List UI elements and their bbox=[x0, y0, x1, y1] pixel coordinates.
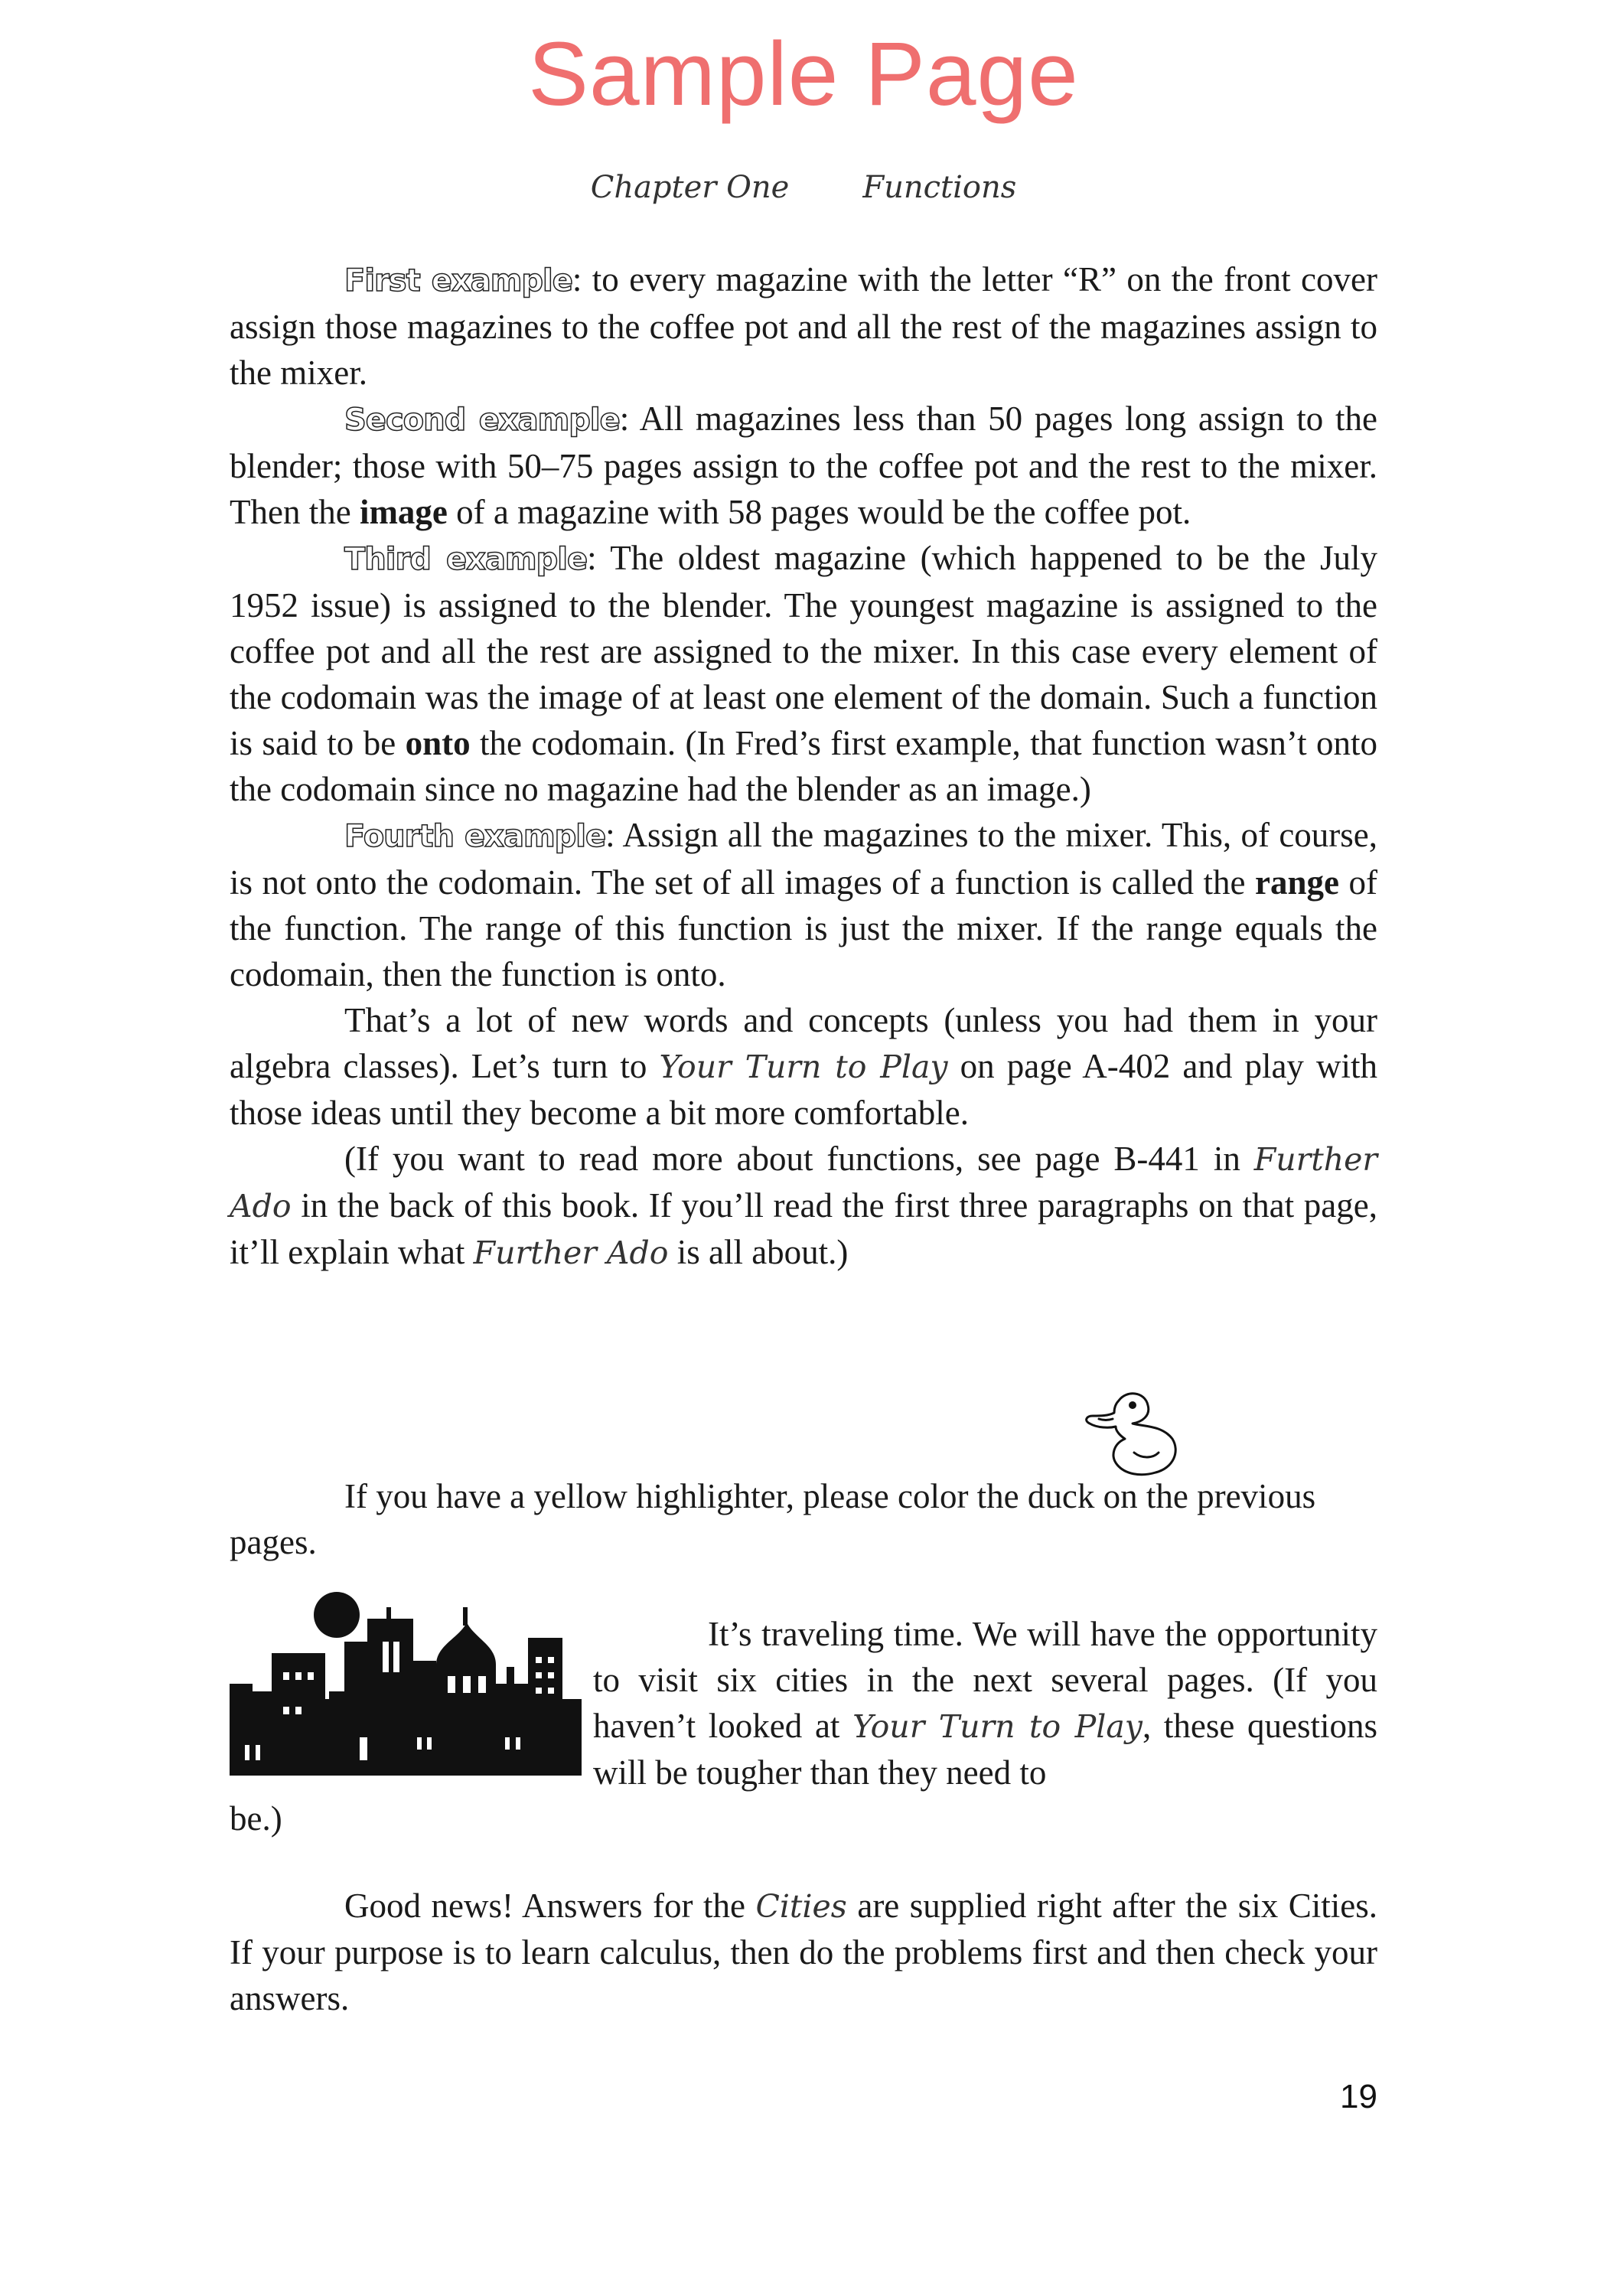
paragraph-text: : to every magazine with the letter “R” on the front cover assign those magazines to the coffee pot and all the rest of the magazines assign to the mixer. bbox=[230, 260, 1377, 392]
running-head bbox=[0, 170, 1607, 205]
paragraph-text: , these questions will be tougher than they need to bbox=[593, 1707, 1378, 1792]
lead-fourth-example: Fourth example bbox=[344, 819, 606, 854]
duck-illustration bbox=[1079, 1385, 1186, 1485]
page-number: 19 bbox=[1340, 2078, 1377, 2115]
traveling-paragraph-block bbox=[230, 1611, 1377, 1841]
paragraph-text: : All magazines less than 50 pages long assign to the blender; those with 50–75 pages assign to the coffee pot and the rest to the mixer. Then the bbox=[230, 400, 1377, 531]
paragraph-text: is all about.) bbox=[668, 1233, 849, 1271]
paragraph-fourth-example bbox=[230, 812, 1377, 997]
term-range: range bbox=[1255, 863, 1339, 902]
paragraph-text: : The oldest magazine (which happened to be the July 1952 issue) is assigned to the blender. The youngest magazine is assigned to the coffee pot and all the rest are assigned to the mixer. In this case every element of the codomain was the image of at least one element of the domain. Such a function is said to be bbox=[230, 539, 1377, 762]
paragraph-text: (If you want to read more about functions, see page B-441 in bbox=[344, 1140, 1254, 1178]
paragraph-traveling-end: be.) bbox=[230, 1799, 282, 1838]
watermark-sample-page: Sample Page bbox=[528, 24, 1079, 125]
topic-label: Functions bbox=[862, 170, 1017, 205]
paragraph-text: : Assign all the magazines to the mixer. This, of course, is not onto the codomain. The set of all images of a function is called the bbox=[230, 816, 1378, 902]
lead-second-example: Second example bbox=[344, 403, 620, 438]
paragraph-third-example bbox=[230, 535, 1377, 812]
chapter-label: Chapter One bbox=[590, 170, 790, 205]
ref-cities: Cities bbox=[755, 1888, 847, 1925]
paragraph-text: It’s traveling time. We will have the opportunity to visit six cities in the next several pages. (If you haven’t looked at bbox=[593, 1615, 1377, 1745]
paragraph-second-example bbox=[230, 396, 1377, 535]
paragraph-text: of a magazine with 58 pages would be the coffee pot. bbox=[447, 493, 1191, 531]
paragraph-first-example bbox=[230, 256, 1377, 396]
ref-your-turn-to-play: Your Turn to Play bbox=[659, 1049, 948, 1085]
paragraph-good-news bbox=[230, 1883, 1377, 2021]
paragraph-text: of the function. The range of this function is just the mixer. If the range equals the codomain, then the function is onto. bbox=[230, 863, 1377, 993]
paragraph-highlighter: If you have a yellow highlighter, please color the duck on the previous pages. bbox=[230, 1477, 1316, 1561]
term-image: image bbox=[359, 493, 448, 531]
paragraph-text: the codomain. (In Fred’s first example, that function wasn’t onto the codomain since no magazine had the blender as an image.) bbox=[230, 724, 1377, 808]
paragraph-new-words bbox=[230, 997, 1377, 1136]
ref-your-turn-to-play: Your Turn to Play bbox=[852, 1708, 1143, 1745]
paragraph-text: on page A-402 and play with those ideas until they become a bit more comfortable. bbox=[230, 1047, 1378, 1132]
paragraph-text: in the back of this book. If you’ll read the first three paragraphs on that page, it’ll explain what bbox=[230, 1186, 1377, 1271]
paragraph-text: are supplied right after the six Cities. If your purpose is to learn calculus, then do the problems first and then check your answers. bbox=[230, 1887, 1377, 2017]
paragraph-further-ado bbox=[230, 1136, 1377, 1276]
ref-further-ado: Further Ado bbox=[230, 1141, 1377, 1225]
ref-further-ado: Further Ado bbox=[473, 1234, 669, 1271]
lead-third-example: Third example bbox=[344, 542, 588, 577]
paragraph-traveling bbox=[230, 1611, 1377, 1795]
body-text bbox=[230, 256, 1377, 1276]
duck-paragraph-block bbox=[230, 1473, 1377, 1565]
paragraph-text: Good news! Answers for the bbox=[344, 1887, 756, 1925]
good-news-paragraph-block bbox=[230, 1883, 1377, 2021]
lead-first-example: First example bbox=[344, 263, 572, 298]
paragraph-text: That’s a lot of new words and concepts (unless you had them in your algebra classes). Let’s turn to bbox=[230, 1001, 1377, 1085]
term-onto: onto bbox=[405, 724, 471, 762]
